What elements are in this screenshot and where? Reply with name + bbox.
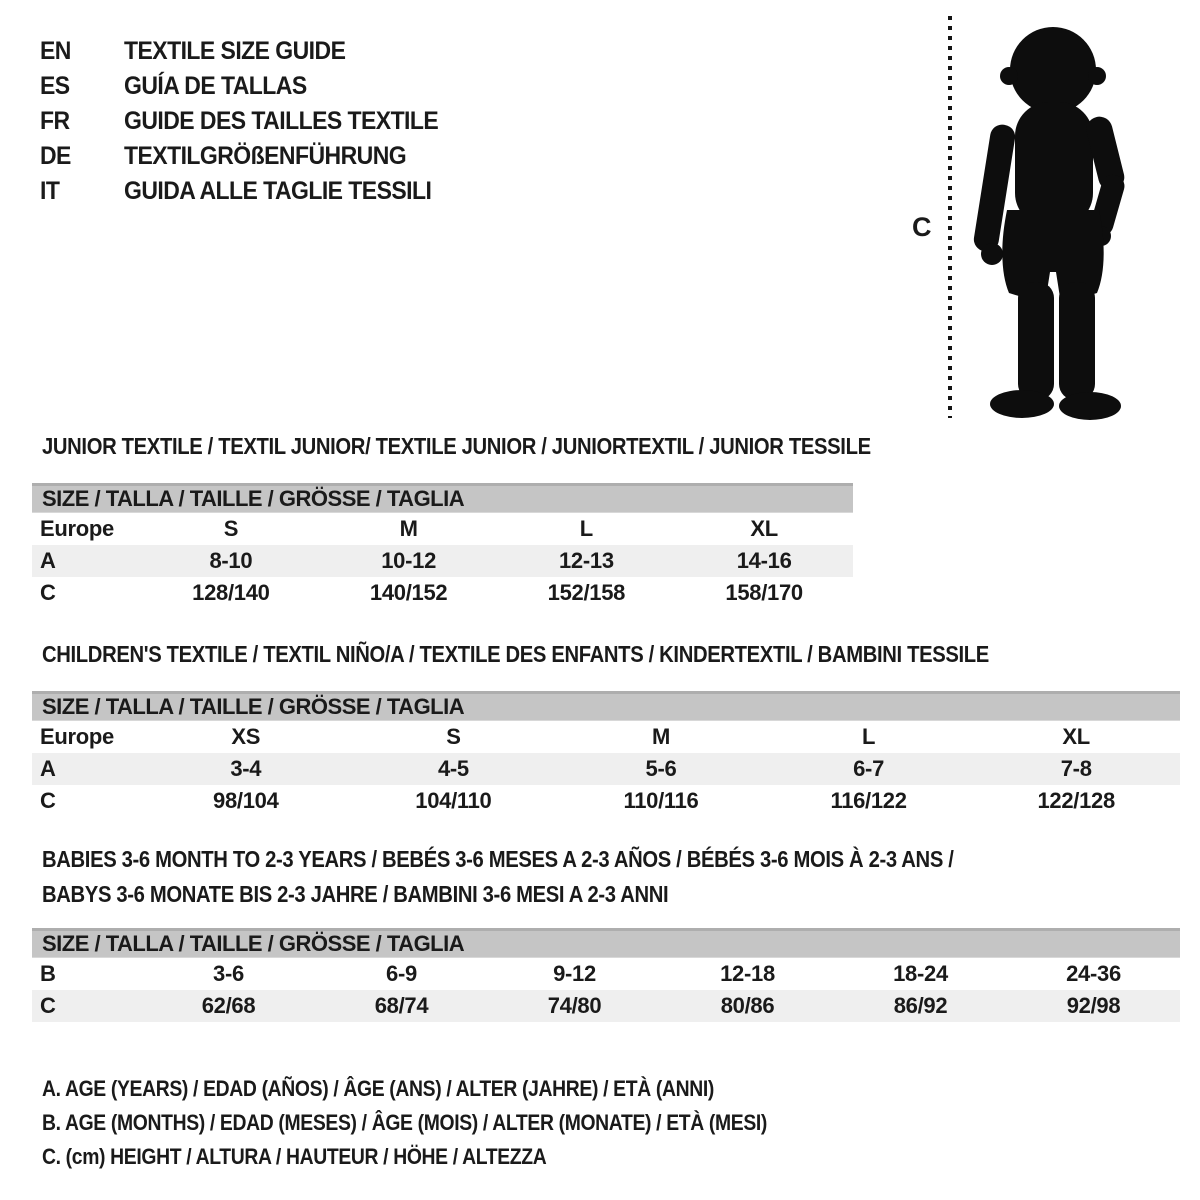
- legend-line-c: C. (cm) HEIGHT / ALTURA / HAUTEUR / HÖHE / ALTEZZA: [42, 1144, 547, 1169]
- size-cell: XL: [1062, 724, 1090, 749]
- language-code: DE: [40, 142, 71, 170]
- language-label: TEXTILGRÖßENFÜHRUNG: [124, 142, 407, 170]
- size-header-row: [32, 485, 853, 513]
- measurement-legend: [42, 1072, 866, 1174]
- legend-line-b: B. AGE (MONTHS) / EDAD (MESES) / ÂGE (MOIS) / ALTER (MONATE) / ETÀ (MESI): [42, 1110, 768, 1135]
- row-label: Europe: [40, 724, 114, 749]
- size-cell: 140/152: [369, 580, 448, 605]
- size-cell: 9-12: [553, 961, 596, 986]
- size-cell: M: [651, 724, 670, 749]
- size-cell: 14-16: [675, 545, 853, 577]
- size-cell: 104/110: [415, 788, 492, 813]
- table-row: [32, 958, 1180, 991]
- table-row: [32, 753, 1180, 785]
- size-header-row: [32, 930, 1180, 958]
- size-cell: 158/170: [725, 580, 803, 605]
- size-cell: 152/158: [547, 580, 626, 605]
- size-cell: 110/116: [623, 788, 699, 813]
- size-header-bar: SIZE / TALLA / TAILLE / GRÖSSE / TAGLIA: [32, 930, 1180, 958]
- size-cell: 68/74: [315, 990, 488, 1022]
- babies-section-title-line1: BABIES 3-6 MONTH TO 2-3 YEARS / BEBÉS 3-6 MESES A 2-3 AÑOS / BÉBÉS 3-6 MOIS À 2-3 ANS /: [42, 846, 954, 872]
- size-cell: 12-13: [498, 545, 676, 577]
- language-label: GUIDE DES TAILLES TEXTILE: [124, 107, 439, 135]
- language-row-it: [40, 174, 466, 209]
- size-cell: XL: [750, 516, 778, 541]
- babies-section-title-line2: BABYS 3-6 MONATE BIS 2-3 JAHRE / BAMBINI 3-6 MESI A 2-3 ANNI: [42, 881, 669, 907]
- table-row: [32, 545, 853, 577]
- size-cell: XS: [231, 724, 261, 749]
- size-cell: S: [446, 724, 461, 749]
- size-cell: 128/140: [192, 580, 270, 605]
- size-cell: 74/80: [488, 990, 661, 1022]
- table-row: [32, 785, 1180, 817]
- row-label: B: [40, 961, 56, 986]
- table-row: [32, 990, 1180, 1022]
- language-label: GUIDA ALLE TAGLIE TESSILI: [124, 177, 432, 205]
- children-size-table: [32, 691, 1180, 817]
- language-row-es: [40, 69, 466, 104]
- size-cell: 3-4: [142, 753, 350, 785]
- height-measure-label: C: [912, 212, 932, 242]
- language-list: [40, 34, 466, 209]
- language-label: GUÍA DE TALLAS: [124, 72, 307, 100]
- language-code: ES: [40, 72, 70, 100]
- size-cell: 5-6: [557, 753, 765, 785]
- junior-section-title: JUNIOR TEXTILE / TEXTIL JUNIOR/ TEXTILE JUNIOR / JUNIORTEXTIL / JUNIOR TESSILE: [42, 433, 871, 459]
- children-section-title: CHILDREN'S TEXTILE / TEXTIL NIÑO/A / TEXTILE DES ENFANTS / KINDERTEXTIL / BAMBINI TESSILE: [42, 641, 989, 667]
- legend-line-a: A. AGE (YEARS) / EDAD (AÑOS) / ÂGE (ANS) / ALTER (JAHRE) / ETÀ (ANNI): [42, 1076, 714, 1101]
- size-cell: S: [223, 516, 239, 541]
- size-cell: 62/68: [142, 990, 315, 1022]
- babies-size-table: [32, 928, 1180, 1022]
- size-cell: 6-7: [765, 753, 973, 785]
- size-cell: 92/98: [1007, 990, 1180, 1022]
- size-cell: 98/104: [213, 788, 279, 813]
- baby-silhouette-icon: [962, 12, 1142, 422]
- size-cell: 12-18: [720, 961, 775, 986]
- size-cell: 6-9: [386, 961, 417, 986]
- table-row: [32, 513, 853, 546]
- language-row-de: [40, 139, 466, 174]
- size-cell: 18-24: [893, 961, 948, 986]
- size-cell: 24-36: [1066, 961, 1121, 986]
- language-code: IT: [40, 177, 60, 205]
- row-label: C: [40, 580, 56, 605]
- table-row: [32, 721, 1180, 754]
- size-cell: 10-12: [320, 545, 498, 577]
- size-cell: 3-6: [213, 961, 244, 986]
- size-cell: 7-8: [972, 753, 1180, 785]
- table-row: [32, 577, 853, 609]
- language-label: TEXTILE SIZE GUIDE: [124, 37, 346, 65]
- size-cell: 86/92: [834, 990, 1007, 1022]
- language-code: EN: [40, 37, 71, 65]
- language-row-en: [40, 34, 466, 69]
- size-cell: 8-10: [142, 545, 320, 577]
- row-label: Europe: [40, 516, 114, 541]
- size-cell: 116/122: [830, 788, 907, 813]
- size-cell: 122/128: [1037, 788, 1115, 813]
- size-cell: L: [862, 724, 876, 749]
- junior-size-table: [32, 483, 853, 609]
- size-header-bar: SIZE / TALLA / TAILLE / GRÖSSE / TAGLIA: [32, 693, 1180, 721]
- height-measure-line: [948, 16, 952, 418]
- size-cell: 4-5: [350, 753, 558, 785]
- row-label: C: [40, 788, 56, 813]
- size-header-row: [32, 693, 1180, 721]
- language-code: FR: [40, 107, 70, 135]
- size-header-bar: SIZE / TALLA / TAILLE / GRÖSSE / TAGLIA: [32, 485, 853, 513]
- row-label: A: [32, 753, 142, 785]
- size-cell: L: [579, 516, 593, 541]
- size-cell: M: [399, 516, 418, 541]
- language-row-fr: [40, 104, 466, 139]
- row-label: C: [32, 990, 142, 1022]
- row-label: A: [32, 545, 142, 577]
- size-cell: 80/86: [661, 990, 834, 1022]
